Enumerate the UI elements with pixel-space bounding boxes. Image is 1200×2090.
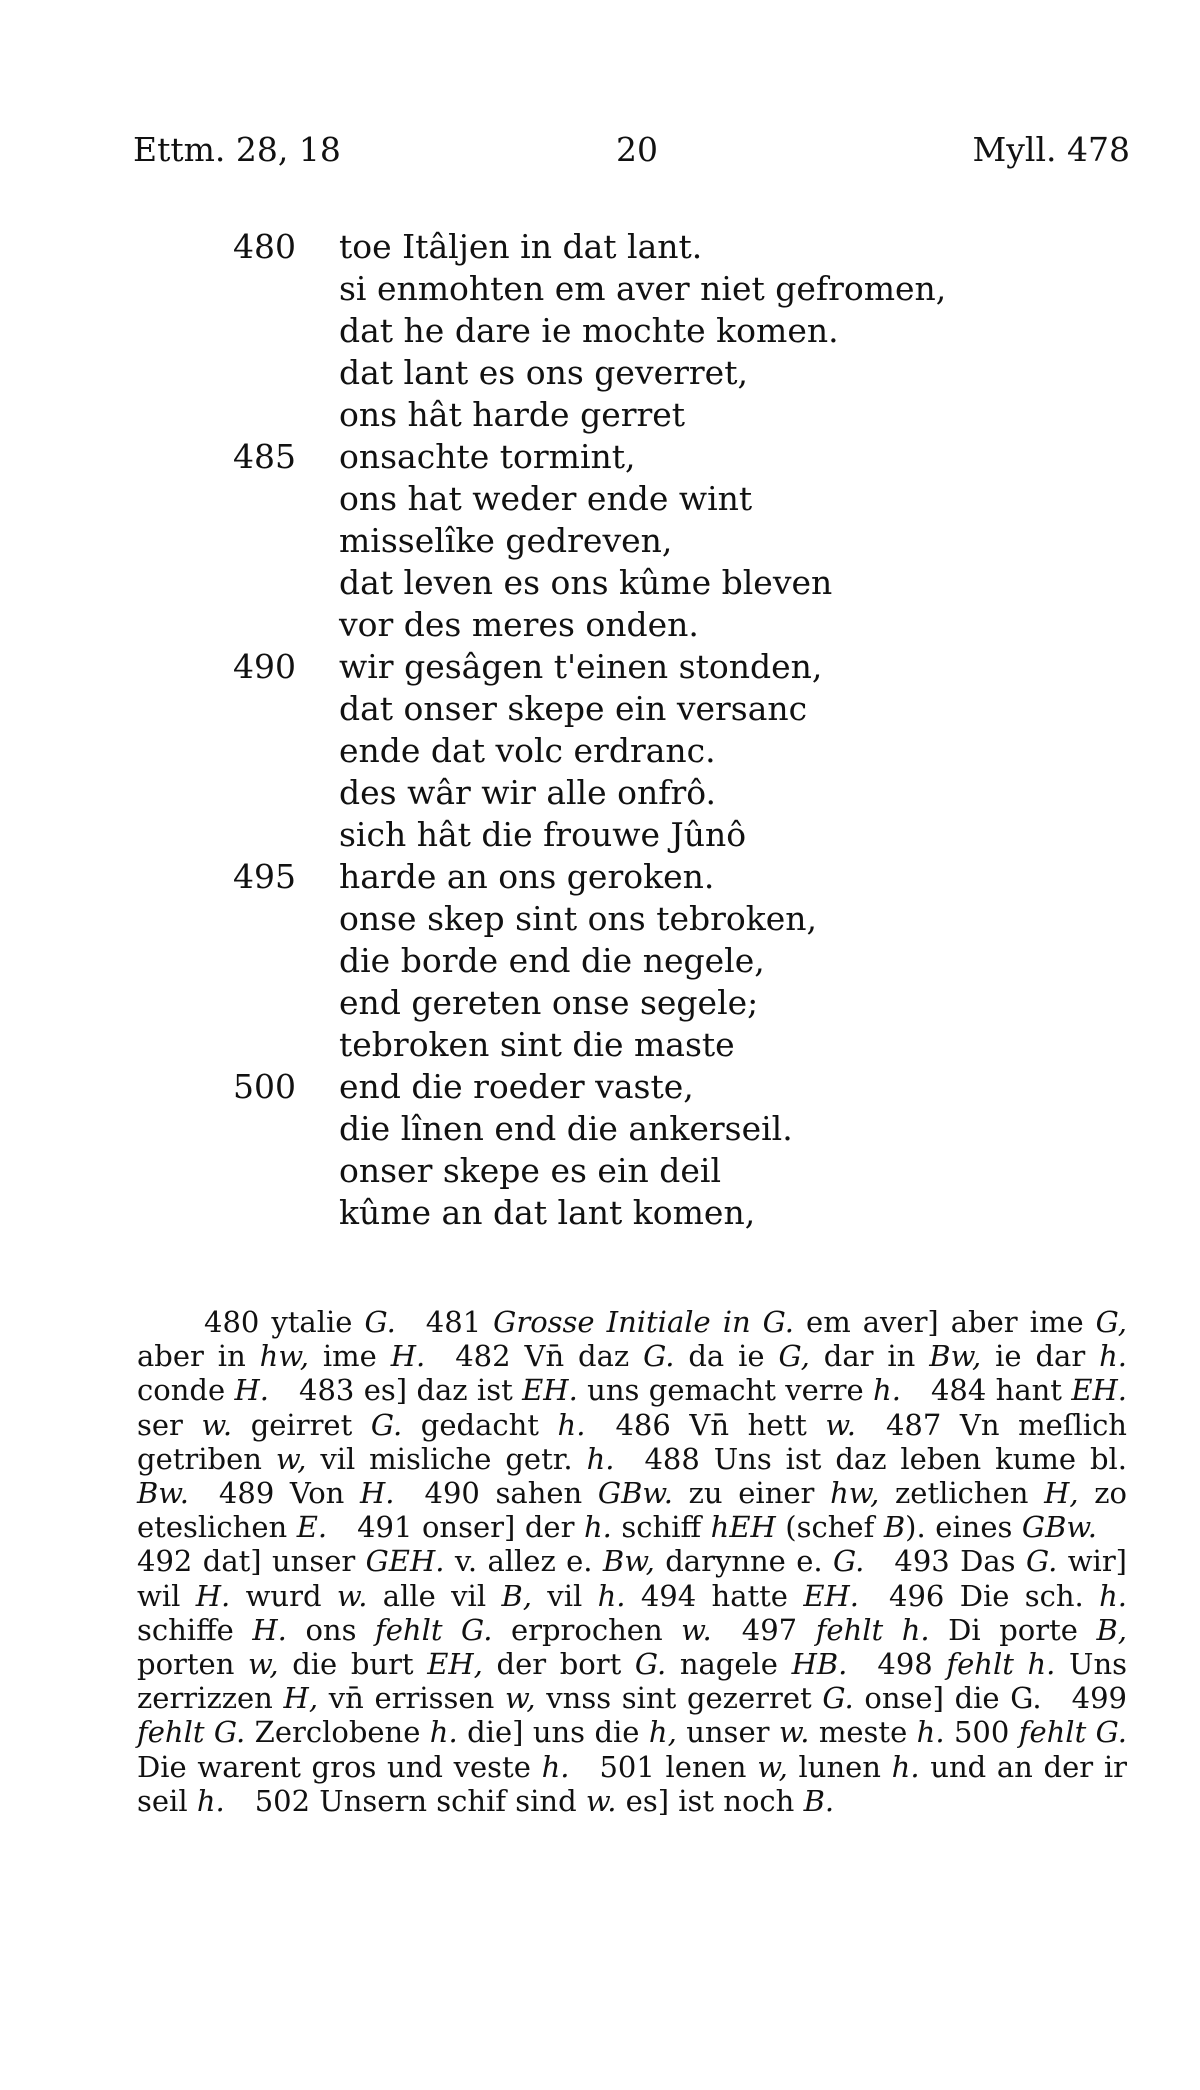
- verse-line: [0, 310, 1200, 352]
- verse-line-text: dat lant es ons geverret,: [339, 353, 748, 392]
- verse-line-text: die lînen end die ankerseil.: [339, 1109, 793, 1148]
- verse-line-text: harde an ons geroken.: [339, 857, 715, 896]
- verse-line: [0, 436, 1200, 478]
- manuscript-siglum: hw,: [259, 1339, 309, 1374]
- manuscript-siglum: G.: [370, 1407, 403, 1442]
- manuscript-siglum: hEH: [710, 1510, 776, 1545]
- manuscript-siglum: w.: [681, 1612, 712, 1647]
- verse-line: [0, 1150, 1200, 1192]
- manuscript-siglum: H.: [234, 1373, 269, 1408]
- verse-line: [0, 688, 1200, 730]
- manuscript-siglum: G.: [1025, 1544, 1058, 1579]
- manuscript-siglum: fehlt G.: [375, 1612, 493, 1647]
- manuscript-siglum: EH.: [1071, 1373, 1128, 1408]
- manuscript-siglum: EH,: [427, 1647, 483, 1682]
- manuscript-siglum: G.: [634, 1647, 667, 1682]
- manuscript-siglum: Bw,: [929, 1339, 982, 1374]
- manuscript-siglum: w.: [201, 1407, 233, 1442]
- verse-line-text: tebroken sint die maste: [339, 1025, 735, 1064]
- manuscript-siglum: h.: [196, 1783, 225, 1818]
- manuscript-siglum: w.: [585, 1783, 617, 1818]
- manuscript-siglum: GBw.: [597, 1476, 673, 1511]
- manuscript-siglum: hw,: [830, 1476, 880, 1511]
- verse-number: 485: [233, 437, 296, 476]
- manuscript-siglum: w,: [504, 1681, 536, 1716]
- manuscript-siglum: h.: [891, 1749, 920, 1784]
- verse-line-text: si enmohten em aver niet gefromen,: [339, 269, 947, 308]
- manuscript-siglum: fehlt G.: [1018, 1715, 1127, 1750]
- manuscript-siglum: w.: [336, 1578, 368, 1613]
- manuscript-siglum: w,: [275, 1441, 307, 1476]
- verse-line: [0, 562, 1200, 604]
- manuscript-siglum: h.: [583, 1510, 612, 1545]
- verse-line: [0, 394, 1200, 436]
- verse-line-text: ende dat volc erdranc.: [339, 731, 716, 770]
- manuscript-siglum: h.: [873, 1373, 901, 1408]
- manuscript-siglum: HB.: [791, 1647, 848, 1682]
- manuscript-siglum: G.: [364, 1305, 396, 1339]
- manuscript-siglum: H,: [283, 1681, 319, 1716]
- verse-number: 500: [233, 1067, 296, 1106]
- manuscript-siglum: GEH.: [365, 1544, 445, 1579]
- verse-line-text: onse skep sint ons tebroken,: [339, 899, 818, 938]
- manuscript-siglum: EH.: [803, 1578, 860, 1613]
- manuscript-siglum: G,: [1095, 1305, 1127, 1339]
- manuscript-siglum: H.: [195, 1578, 231, 1613]
- verse-line-text: dat leven es ons kûme bleven: [339, 563, 833, 602]
- manuscript-siglum: G,: [778, 1339, 810, 1374]
- manuscript-siglum: GBw.: [1021, 1510, 1097, 1545]
- manuscript-siglum: fehlt h.: [815, 1612, 930, 1647]
- manuscript-siglum: Bw,: [602, 1544, 655, 1579]
- page-number: 20: [616, 130, 658, 169]
- verse-line-text: kûme an dat lant komen,: [339, 1193, 756, 1232]
- verse-line-text: sich hât die frouwe Jûnô: [339, 815, 747, 854]
- verse-number: 490: [233, 647, 296, 686]
- verse-line-text: end die roeder vaste,: [339, 1067, 694, 1106]
- verse-line-text: dat he dare ie mochte komen.: [339, 311, 839, 350]
- manuscript-siglum: w,: [248, 1647, 279, 1682]
- verse-line-text: misselîke gedreven,: [339, 521, 673, 560]
- verse-line: [0, 940, 1200, 982]
- verse-line: [0, 226, 1200, 268]
- verse-line-text: wir gesâgen t'einen stonden,: [339, 647, 823, 686]
- manuscript-siglum: EH.: [522, 1373, 578, 1408]
- manuscript-siglum: B: [883, 1510, 906, 1545]
- verse-line: [0, 856, 1200, 898]
- verse-line: [0, 772, 1200, 814]
- verse-line: [0, 898, 1200, 940]
- manuscript-siglum: h.: [586, 1441, 615, 1476]
- verse-line-text: dat onser skepe ein versanc: [339, 689, 808, 728]
- verse-line: [0, 478, 1200, 520]
- verse-line-text: ons hât harde gerret: [339, 395, 686, 434]
- page-header: [133, 130, 1130, 174]
- verse-line: [0, 520, 1200, 562]
- verse-line-text: onsachte tormint,: [339, 437, 636, 476]
- manuscript-siglum: H,: [1044, 1476, 1079, 1511]
- manuscript-siglum: w,: [757, 1749, 788, 1784]
- manuscript-siglum: h.: [916, 1715, 945, 1750]
- manuscript-siglum: fehlt h.: [946, 1647, 1056, 1682]
- manuscript-siglum: B.: [803, 1783, 835, 1818]
- verse-line: [0, 646, 1200, 688]
- header-right-reference: Myll. 478: [972, 130, 1130, 169]
- verse-line: [0, 730, 1200, 772]
- apparatus-paragraph: 480 ytalie G. 481 Grosse Initiale in G. em aver] aber ime G, aber in hw, ime H. 482 Vn̄ daz G. da ie G, dar in Bw, ie dar h. conde H. 483 es] daz ist EH. uns gemacht verre h. 484 hant EH. ser w. geirret G. gedacht h. 486 Vn̄ hett w. 487 Vn meſlich getriben w, vil misliche getr. h. 488 Uns ist daz leben kume bl. Bw. 489 Von H. 490 sahen GBw. zu einer hw, zetlichen H, zo eteslichen E. 491 onser] der h. schiff hEH (schef B). eines GBw.492 dat] unser GEH. v. allez e. Bw, darynne e. G. 493 Das G. wir] wil H. wurd w. alle vil B, vil h. 494 hatte EH. 496 Die sch. h. schiffe H. ons fehlt G. erprochen w. 497 fehlt h. Di porte B, porten w, die burt EH, der bort G. nagele HB. 498 fehlt h. Uns zerrizzen H, vn̄ errissen w, vnss sint gezerret G. onse] die G. 499 fehlt G. Zerclobene h. die] uns die h, unser w. meste h. 500 fehlt G. Die warent gros und veste h. 501 lenen w, lunen h. und an der ir seil h. 502 Unsern schif sind w. es] ist noch B.: [137, 1305, 1128, 1818]
- verse-line: [0, 604, 1200, 646]
- manuscript-siglum: w.: [778, 1715, 810, 1750]
- verse-line: [0, 1024, 1200, 1066]
- verse-line: [0, 352, 1200, 394]
- manuscript-siglum: H.: [390, 1339, 426, 1374]
- verse-line: [0, 1066, 1200, 1108]
- critical-apparatus: [137, 1305, 1127, 1818]
- verse-text: [0, 226, 1200, 1234]
- verse-line-text: die borde end die negele,: [339, 941, 765, 980]
- manuscript-siglum: B,: [1096, 1612, 1128, 1647]
- manuscript-siglum: h.: [1099, 1578, 1128, 1613]
- verse-line-text: end gereten onse segele;: [339, 983, 759, 1022]
- verse-line: [0, 1108, 1200, 1150]
- verse-line-text: vor des meres onden.: [339, 605, 699, 644]
- verse-line: [0, 814, 1200, 856]
- manuscript-siglum: Grosse Initiale in G.: [493, 1305, 795, 1339]
- manuscript-siglum: B,: [501, 1578, 532, 1613]
- header-left-reference: Ettm. 28, 18: [133, 130, 341, 169]
- manuscript-siglum: h.: [557, 1407, 586, 1442]
- manuscript-siglum: G.: [822, 1681, 854, 1716]
- verse-line-text: ons hat weder ende wint: [339, 479, 753, 518]
- manuscript-siglum: h.: [541, 1749, 570, 1784]
- manuscript-siglum: h.: [597, 1578, 626, 1613]
- manuscript-siglum: fehlt G.: [137, 1715, 246, 1750]
- verse-line: [0, 982, 1200, 1024]
- verse-line-text: toe Itâljen in dat lant.: [339, 227, 703, 266]
- manuscript-siglum: G.: [643, 1339, 675, 1374]
- manuscript-siglum: h.: [1099, 1339, 1128, 1374]
- verse-line-text: onser skepe es ein deil: [339, 1151, 721, 1190]
- manuscript-siglum: G.: [833, 1544, 865, 1579]
- manuscript-siglum: w.: [825, 1407, 856, 1442]
- verse-line: [0, 1192, 1200, 1234]
- manuscript-siglum: h,: [648, 1715, 677, 1750]
- manuscript-siglum: H.: [252, 1612, 287, 1647]
- verse-number: 495: [233, 857, 296, 896]
- verse-line: [0, 268, 1200, 310]
- verse-line-text: des wâr wir alle onfrô.: [339, 773, 717, 812]
- manuscript-siglum: Bw.: [137, 1476, 189, 1511]
- manuscript-siglum: E.: [296, 1510, 328, 1545]
- manuscript-siglum: H.: [360, 1476, 395, 1511]
- manuscript-siglum: h.: [429, 1715, 458, 1750]
- verse-number: 480: [233, 227, 296, 266]
